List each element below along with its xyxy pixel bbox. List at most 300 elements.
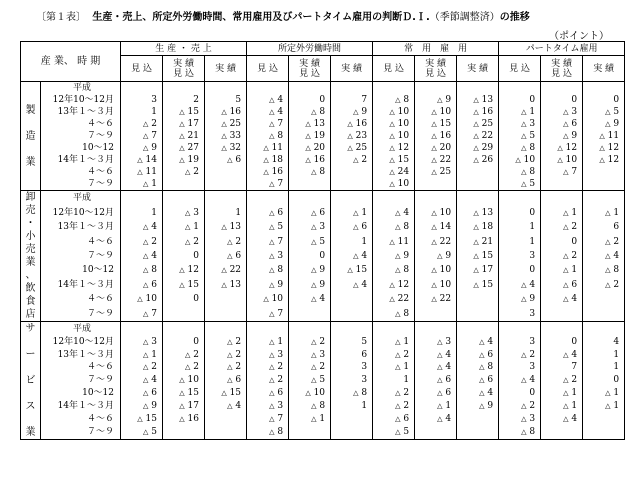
value-cell: △ 13 <box>457 94 499 106</box>
value-cell: △ 16 <box>415 130 457 142</box>
value-cell: △ 18 <box>457 220 499 234</box>
value-cell: △ 4 <box>331 249 373 263</box>
negative-marker: △ <box>185 208 191 217</box>
value-cell: △ 10 <box>373 106 415 118</box>
negative-marker: △ <box>389 132 395 140</box>
negative-marker: △ <box>269 223 275 232</box>
value-cell: △ 2 <box>583 278 625 292</box>
negative-marker: △ <box>269 389 275 398</box>
negative-marker: △ <box>389 156 395 164</box>
value-cell: △ 14 <box>415 220 457 234</box>
value-cell: △ 9 <box>499 292 541 306</box>
negative-marker: △ <box>221 280 227 289</box>
negative-marker: △ <box>563 376 569 385</box>
negative-marker: △ <box>395 251 401 260</box>
negative-marker: △ <box>305 120 311 128</box>
era-label: 平成 <box>41 191 121 206</box>
value-cell: △ 4 <box>415 361 457 374</box>
negative-marker: △ <box>143 376 149 385</box>
value-cell <box>121 82 163 95</box>
negative-marker: △ <box>311 223 317 232</box>
value-cell: △ 9 <box>289 263 331 277</box>
table-main-title: 生産・売上、所定外労働時間、常用雇用及びパートタイム雇用の判断Ｄ.Ｉ. <box>92 12 430 23</box>
table-title-suffix: の推移 <box>499 12 530 23</box>
subcolumn-header: 見 込 <box>121 56 163 82</box>
negative-marker: △ <box>521 180 527 188</box>
value-cell: △ 3 <box>121 335 163 348</box>
negative-marker: △ <box>473 144 479 152</box>
value-cell: 0 <box>541 234 583 248</box>
value-cell: 7 <box>541 361 583 374</box>
value-cell: 0 <box>163 292 205 306</box>
negative-marker: △ <box>389 180 395 188</box>
negative-marker: △ <box>395 266 401 275</box>
value-cell: △ 2 <box>499 348 541 361</box>
value-cell: △ 5 <box>499 178 541 191</box>
value-cell: △ 2 <box>247 361 289 374</box>
value-cell: △ 11 <box>373 234 415 248</box>
negative-marker: △ <box>389 295 395 304</box>
value-cell: △ 9 <box>121 400 163 413</box>
table-row <box>21 220 625 234</box>
value-cell: △ 15 <box>415 118 457 130</box>
negative-marker: △ <box>473 156 479 164</box>
negative-marker: △ <box>599 144 605 152</box>
value-cell <box>415 426 457 440</box>
value-cell: △ 8 <box>289 400 331 413</box>
negative-marker: △ <box>479 376 485 385</box>
table-row <box>21 322 625 336</box>
negative-marker: △ <box>143 120 149 128</box>
negative-marker: △ <box>221 266 227 275</box>
negative-marker: △ <box>179 402 185 411</box>
table-row <box>21 118 625 130</box>
negative-marker: △ <box>179 266 185 275</box>
negative-marker: △ <box>353 208 359 217</box>
negative-marker: △ <box>143 132 149 140</box>
negative-marker: △ <box>563 295 569 304</box>
value-cell <box>205 306 247 321</box>
period-label: 12年10～12月 <box>41 206 121 220</box>
negative-marker: △ <box>347 144 353 152</box>
value-cell <box>457 82 499 95</box>
value-cell: △ 10 <box>289 387 331 400</box>
period-label: ７～９ <box>41 249 121 263</box>
negative-marker: △ <box>605 208 611 217</box>
value-cell <box>499 322 541 336</box>
negative-marker: △ <box>143 237 149 246</box>
value-cell: △ 6 <box>415 387 457 400</box>
value-cell: △ 8 <box>499 426 541 440</box>
value-cell <box>289 306 331 321</box>
negative-marker: △ <box>563 208 569 217</box>
value-cell: △ 4 <box>205 400 247 413</box>
negative-marker: △ <box>227 337 233 346</box>
value-cell: △ 8 <box>247 263 289 277</box>
corner-header: 産 業、 時 期 <box>21 42 121 82</box>
negative-marker: △ <box>269 428 275 437</box>
value-cell: △ 15 <box>373 154 415 166</box>
value-cell: 0 <box>499 94 541 106</box>
negative-marker: △ <box>431 132 437 140</box>
value-cell: △ 8 <box>499 166 541 178</box>
value-cell: △ 21 <box>163 130 205 142</box>
negative-marker: △ <box>305 144 311 152</box>
negative-marker: △ <box>563 389 569 398</box>
value-cell: △ 10 <box>163 374 205 387</box>
value-cell: △ 4 <box>499 278 541 292</box>
value-cell: △ 5 <box>247 220 289 234</box>
value-cell: △ 25 <box>331 142 373 154</box>
negative-marker: △ <box>563 168 569 176</box>
value-cell: △ 11 <box>583 130 625 142</box>
value-cell: △ 2 <box>121 234 163 248</box>
value-cell: △ 8 <box>583 263 625 277</box>
value-cell: △ 4 <box>331 278 373 292</box>
value-cell: △ 7 <box>247 118 289 130</box>
negative-marker: △ <box>395 309 401 318</box>
table-row <box>21 374 625 387</box>
subcolumn-header: 実 績 <box>205 56 247 82</box>
value-cell: 6 <box>331 348 373 361</box>
value-cell: △ 6 <box>205 374 247 387</box>
value-cell: △ 5 <box>499 130 541 142</box>
value-cell <box>373 322 415 336</box>
negative-marker: △ <box>269 350 275 359</box>
table-row <box>21 178 625 191</box>
value-cell: △ 13 <box>205 220 247 234</box>
value-cell <box>583 292 625 306</box>
negative-marker: △ <box>437 350 443 359</box>
value-cell: △ 4 <box>415 413 457 426</box>
value-cell: △ 1 <box>499 106 541 118</box>
table-title <box>36 8 530 23</box>
value-cell <box>541 178 583 191</box>
value-cell: △ 2 <box>499 400 541 413</box>
negative-marker: △ <box>521 428 527 437</box>
negative-marker: △ <box>605 237 611 246</box>
table-row <box>21 292 625 306</box>
table-row <box>21 234 625 248</box>
period-label: 12年10～12月 <box>41 94 121 106</box>
subcolumn-header: 実 績 <box>331 56 373 82</box>
period-label: 13年１～３月 <box>41 348 121 361</box>
value-cell: △ 10 <box>415 106 457 118</box>
value-cell: 3 <box>121 94 163 106</box>
negative-marker: △ <box>227 237 233 246</box>
subcolumn-header: 見 込 <box>247 56 289 82</box>
value-cell: △ 5 <box>121 426 163 440</box>
value-cell: △ 1 <box>247 335 289 348</box>
value-cell <box>289 178 331 191</box>
negative-marker: △ <box>521 350 527 359</box>
value-cell: △ 2 <box>121 118 163 130</box>
period-label: ４～６ <box>41 413 121 426</box>
negative-marker: △ <box>353 108 359 116</box>
subcolumn-header: 実 績 見 込 <box>163 56 205 82</box>
value-cell <box>205 166 247 178</box>
negative-marker: △ <box>431 237 437 246</box>
negative-marker: △ <box>605 402 611 411</box>
negative-marker: △ <box>473 223 479 232</box>
negative-marker: △ <box>479 337 485 346</box>
negative-marker: △ <box>473 237 479 246</box>
value-cell: 1 <box>373 374 415 387</box>
negative-marker: △ <box>473 108 479 116</box>
negative-marker: △ <box>563 251 569 260</box>
value-cell: △ 22 <box>415 234 457 248</box>
value-cell: △ 1 <box>289 413 331 426</box>
table-row <box>21 154 625 166</box>
value-cell: △ 16 <box>247 166 289 178</box>
value-cell: △ 9 <box>541 130 583 142</box>
negative-marker: △ <box>395 223 401 232</box>
negative-marker: △ <box>479 389 485 398</box>
value-cell: △ 12 <box>583 154 625 166</box>
negative-marker: △ <box>311 168 317 176</box>
subcolumn-header: 見 込 <box>373 56 415 82</box>
negative-marker: △ <box>221 144 227 152</box>
negative-marker: △ <box>179 280 185 289</box>
negative-marker: △ <box>269 96 275 104</box>
negative-marker: △ <box>521 168 527 176</box>
value-cell: △ 17 <box>163 118 205 130</box>
negative-marker: △ <box>431 208 437 217</box>
subcolumn-header: 実 績 <box>457 56 499 82</box>
value-cell: △ 22 <box>373 292 415 306</box>
value-cell: 3 <box>499 361 541 374</box>
negative-marker: △ <box>473 251 479 260</box>
value-cell: △ 6 <box>247 206 289 220</box>
value-cell <box>247 322 289 336</box>
negative-marker: △ <box>431 223 437 232</box>
negative-marker: △ <box>143 337 149 346</box>
value-cell <box>541 322 583 336</box>
negative-marker: △ <box>605 280 611 289</box>
value-cell <box>373 82 415 95</box>
table-row <box>21 166 625 178</box>
negative-marker: △ <box>437 415 443 424</box>
table-row <box>21 348 625 361</box>
negative-marker: △ <box>137 415 143 424</box>
negative-marker: △ <box>311 108 317 116</box>
value-cell: △ 15 <box>331 263 373 277</box>
value-cell: △ 33 <box>205 130 247 142</box>
period-label: ７～９ <box>41 178 121 191</box>
negative-marker: △ <box>269 280 275 289</box>
negative-marker: △ <box>185 350 191 359</box>
negative-marker: △ <box>473 132 479 140</box>
value-cell <box>121 322 163 336</box>
header-row-groups <box>21 42 625 56</box>
value-cell: △ 17 <box>457 263 499 277</box>
negative-marker: △ <box>437 376 443 385</box>
period-label: 10～12 <box>41 263 121 277</box>
negative-marker: △ <box>389 280 395 289</box>
value-cell: △ 3 <box>163 206 205 220</box>
value-cell: △ 8 <box>373 94 415 106</box>
table-number: 〔第１表〕 <box>36 12 86 23</box>
negative-marker: △ <box>269 208 275 217</box>
value-cell <box>331 413 373 426</box>
value-cell: △ 9 <box>583 118 625 130</box>
negative-marker: △ <box>395 208 401 217</box>
table-row <box>21 278 625 292</box>
negative-marker: △ <box>473 280 479 289</box>
negative-marker: △ <box>137 156 143 164</box>
negative-marker: △ <box>227 156 233 164</box>
period-label: ４～６ <box>41 166 121 178</box>
negative-marker: △ <box>143 309 149 318</box>
negative-marker: △ <box>557 144 563 152</box>
negative-marker: △ <box>563 120 569 128</box>
value-cell: △ 4 <box>415 348 457 361</box>
negative-marker: △ <box>311 295 317 304</box>
table-body <box>21 82 625 440</box>
negative-marker: △ <box>473 266 479 275</box>
value-cell: △ 29 <box>457 142 499 154</box>
value-cell: △ 1 <box>541 263 583 277</box>
value-cell: △ 1 <box>541 206 583 220</box>
negative-marker: △ <box>437 251 443 260</box>
value-cell: △ 2 <box>205 361 247 374</box>
value-cell: △ 4 <box>289 292 331 306</box>
value-cell: △ 14 <box>121 154 163 166</box>
value-cell: 1 <box>121 106 163 118</box>
value-cell: △ 2 <box>163 166 205 178</box>
negative-marker: △ <box>227 376 233 385</box>
negative-marker: △ <box>431 280 437 289</box>
value-cell: △ 8 <box>331 387 373 400</box>
value-cell: △ 2 <box>583 234 625 248</box>
value-cell: △ 6 <box>121 387 163 400</box>
negative-marker: △ <box>269 415 275 424</box>
negative-marker: △ <box>311 237 317 246</box>
negative-marker: △ <box>353 156 359 164</box>
value-cell: △ 8 <box>289 106 331 118</box>
value-cell: 1 <box>583 348 625 361</box>
negative-marker: △ <box>521 108 527 116</box>
value-cell <box>457 306 499 321</box>
negative-marker: △ <box>347 132 353 140</box>
value-cell: △ 8 <box>373 306 415 321</box>
value-cell: △ 10 <box>373 130 415 142</box>
value-cell: △ 16 <box>205 106 247 118</box>
negative-marker: △ <box>353 280 359 289</box>
negative-marker: △ <box>521 132 527 140</box>
negative-marker: △ <box>305 132 311 140</box>
value-cell: △ 2 <box>247 374 289 387</box>
value-cell: △ 9 <box>289 278 331 292</box>
value-cell: △ 7 <box>541 166 583 178</box>
negative-marker: △ <box>311 350 317 359</box>
negative-marker: △ <box>437 337 443 346</box>
value-cell <box>457 292 499 306</box>
value-cell: △ 5 <box>583 106 625 118</box>
value-cell <box>205 191 247 206</box>
negative-marker: △ <box>185 168 191 176</box>
negative-marker: △ <box>185 363 191 372</box>
negative-marker: △ <box>221 223 227 232</box>
value-cell: △ 6 <box>415 374 457 387</box>
value-cell: △ 1 <box>583 387 625 400</box>
value-cell: △ 2 <box>289 335 331 348</box>
value-cell <box>247 191 289 206</box>
value-cell: △ 3 <box>415 335 457 348</box>
value-cell <box>499 191 541 206</box>
negative-marker: △ <box>479 402 485 411</box>
value-cell: △ 2 <box>205 335 247 348</box>
value-cell: △ 32 <box>205 142 247 154</box>
value-cell: △ 24 <box>373 166 415 178</box>
value-cell: △ 18 <box>247 154 289 166</box>
negative-marker: △ <box>269 108 275 116</box>
group-header: パートタイム雇用 <box>499 42 625 56</box>
value-cell <box>457 191 499 206</box>
value-cell: △ 27 <box>163 142 205 154</box>
value-cell: 2 <box>163 94 205 106</box>
negative-marker: △ <box>389 237 395 246</box>
subcolumn-header: 実 績 見 込 <box>415 56 457 82</box>
value-cell: 0 <box>163 335 205 348</box>
value-cell <box>205 322 247 336</box>
value-cell <box>457 426 499 440</box>
value-cell: △ 8 <box>373 263 415 277</box>
value-cell: △ 19 <box>163 154 205 166</box>
table-row <box>21 361 625 374</box>
negative-marker: △ <box>473 120 479 128</box>
value-cell: △ 9 <box>373 249 415 263</box>
value-cell: △ 7 <box>121 306 163 321</box>
period-label: ７～９ <box>41 374 121 387</box>
value-cell: △ 4 <box>247 94 289 106</box>
negative-marker: △ <box>269 402 275 411</box>
value-cell <box>373 191 415 206</box>
value-cell: △ 1 <box>373 335 415 348</box>
value-cell: △ 20 <box>289 142 331 154</box>
value-cell <box>583 191 625 206</box>
table-row <box>21 94 625 106</box>
value-cell: △ 6 <box>373 413 415 426</box>
value-cell: △ 12 <box>583 142 625 154</box>
negative-marker: △ <box>395 96 401 104</box>
value-cell: △ 8 <box>457 361 499 374</box>
value-cell: △ 5 <box>373 426 415 440</box>
period-label: 14年１～３月 <box>41 400 121 413</box>
table-row <box>21 263 625 277</box>
negative-marker: △ <box>437 96 443 104</box>
negative-marker: △ <box>431 156 437 164</box>
value-cell: △ 2 <box>331 154 373 166</box>
negative-marker: △ <box>269 337 275 346</box>
value-cell: △ 7 <box>247 178 289 191</box>
value-cell: 3 <box>331 361 373 374</box>
negative-marker: △ <box>311 415 317 424</box>
negative-marker: △ <box>221 132 227 140</box>
value-cell: △ 13 <box>205 278 247 292</box>
value-cell: △ 3 <box>499 413 541 426</box>
negative-marker: △ <box>143 266 149 275</box>
negative-marker: △ <box>179 156 185 164</box>
industry-label: 卸 売 ・ 小 売 業 、 飲 食 店 <box>21 191 41 322</box>
value-cell: △ 6 <box>247 387 289 400</box>
negative-marker: △ <box>263 144 269 152</box>
value-cell: △ 4 <box>457 335 499 348</box>
value-cell: △ 2 <box>373 400 415 413</box>
value-cell: △ 11 <box>247 142 289 154</box>
value-cell: △ 4 <box>583 249 625 263</box>
value-cell: 7 <box>331 94 373 106</box>
